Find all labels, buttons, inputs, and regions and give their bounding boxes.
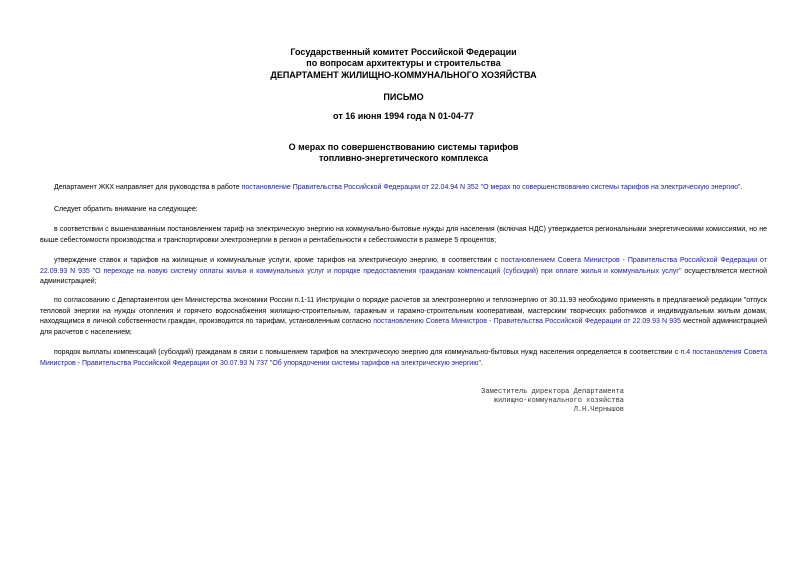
- document-date-number: от 16 июня 1994 года N 01-04-77: [333, 111, 474, 121]
- link-resolution-352[interactable]: постановление Правительства Российской Федерации от 22.04.94 N 352 "О мерах по совершенствованию системы тарифов на электрическую энергию": [241, 184, 741, 191]
- paragraph-4-end: осуществляется местной администрацией;: [40, 267, 768, 285]
- paragraph-4: [40, 256, 767, 288]
- document-type: ПИСЬМО: [383, 92, 424, 102]
- header-organization-line2: по вопросам архитектуры и строительства: [306, 58, 501, 68]
- header-department: ДЕПАРТАМЕНТ ЖИЛИЩНО-КОММУНАЛЬНОГО ХОЗЯЙСТВА: [270, 70, 537, 80]
- link-resolution-935[interactable]: постановлением Совета Министров - Правительства Российской Федерации от 22.09.93 N 935 "О переходе на новую систему оплаты жилья и коммунальных услуг и порядке предоставления гражданам компенсаций (субсидий) при оплате жилья и коммунальных услуг": [40, 257, 767, 275]
- paragraph-5: [40, 296, 767, 338]
- paragraph-1: [40, 183, 767, 194]
- paragraph-5-end: местной администрацией для расчетов с населением;: [40, 318, 768, 336]
- paragraph-1-text: Департамент ЖКХ направляет для руководства в работе: [54, 184, 242, 191]
- paragraph-1-end: .: [740, 184, 743, 191]
- paragraph-3: в соответствии с вышеназванным постановлением тариф на электрическую энергию на коммунально-бытовые нужды для населения (включая НДС) утверждается региональными энергетическими комиссиями, но не выше себестоимости производства и транспортировки электроэнергии в регион и рентабельности к себестоимости в размере 5 процентов;: [40, 226, 767, 244]
- signature-position: Заместитель директора Департамента: [481, 388, 624, 396]
- paragraph-2: Следует обратить внимание на следующее:: [54, 206, 198, 213]
- paragraph-4-text: утверждение ставок и тарифов на жилищные и коммунальные услуги, кроме тарифов на электрическую энергию, в соответствии с: [54, 257, 501, 264]
- paragraph-5-text: по согласованию с Департаментом цен Министерства экономики России п.1-11 Инструкции о порядке расчетов за электроэнергию и теплоэнергию от 30.11.93 необходимо применять в предлагаемой редакции "отпуск тепловой энергии на нужды отопления и горячего водоснабжения жилищно-строительным, гаражным и гаражно-строительным кооперативам, мастерским творческих работников и индивидуальным жилым домам, находящимся в личной собственности граждан, производится по тарифам, установленным согласно: [40, 297, 767, 325]
- paragraph-6: [40, 348, 767, 369]
- paragraph-6-end: .: [480, 359, 483, 367]
- link-resolution-737[interactable]: п.4 постановления Совета Министров - Правительства Российской Федерации от 30.07.93 N 737 "Об упорядочении системы тарифов на электрическую энергию": [40, 349, 767, 367]
- document-title-line2: топливно-энергетического комплекса: [318, 153, 489, 163]
- link-resolution-935-second[interactable]: постановлению Совета Министров - Правительства Российской Федерации от 22.09.93 N 935: [373, 318, 681, 325]
- signature-department: жилищно-коммунального хозяйства: [493, 397, 624, 405]
- paragraph-6-text: порядок выплаты компенсаций (субсидий) гражданам в связи с повышением тарифов на электрическую энергию для коммунально-бытовых нужд населения определяется в соответствии с: [54, 349, 681, 356]
- document-title-line1: О мерах по совершенствованию системы тарифов: [288, 142, 519, 152]
- signature-name: Л.Н.Чернышов: [573, 406, 624, 414]
- header-organization-line1: Государственный комитет Российской Федерации: [290, 47, 517, 57]
